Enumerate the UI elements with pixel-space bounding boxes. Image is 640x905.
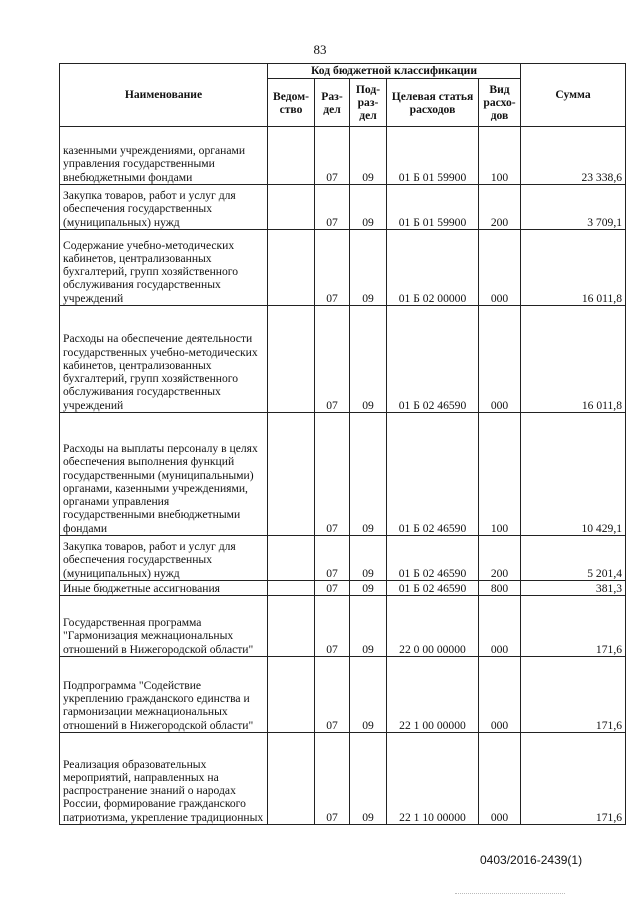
cell-section: 07 [315,733,350,825]
cell-department [268,733,315,825]
column-header-name: Наименование [60,64,268,127]
cell-name: казенными учреждениями, органами управления государственными внебюджетными фондами [60,127,268,185]
cell-expense-type: 200 [479,536,521,581]
cell-subsection: 09 [350,657,387,733]
cell-subsection: 09 [350,306,387,413]
table-row [60,733,626,825]
cell-expense-type: 100 [479,127,521,185]
cell-sum: 10 429,1 [521,413,626,536]
cell-name: Содержание учебно-методических кабинетов, централизованных бухгалтерий, групп хозяйственного обслуживания государственных учреждений [60,230,268,306]
cell-subsection: 09 [350,596,387,657]
column-header-expense-type: Вид расхо-дов [479,79,521,127]
cell-target-item: 01 Б 02 46590 [387,536,479,581]
cell-department [268,127,315,185]
cell-section: 07 [315,596,350,657]
table-row [60,127,626,185]
cell-target-item: 01 Б 01 59900 [387,185,479,230]
cell-expense-type: 000 [479,230,521,306]
cell-department [268,581,315,596]
table-row [60,536,626,581]
cell-sum: 3 709,1 [521,185,626,230]
table-row [60,230,626,306]
column-header-target-item: Целевая статья расходов [387,79,479,127]
cell-expense-type: 200 [479,185,521,230]
cell-sum: 16 011,8 [521,230,626,306]
cell-subsection: 09 [350,413,387,536]
table-row [60,306,626,413]
budget-table [59,63,626,825]
cell-department [268,536,315,581]
cell-section: 07 [315,581,350,596]
column-header-section: Раз-дел [315,79,350,127]
table-row [60,413,626,536]
cell-expense-type: 000 [479,596,521,657]
cell-sum: 171,6 [521,596,626,657]
cell-sum: 16 011,8 [521,306,626,413]
cell-section: 07 [315,185,350,230]
cell-department [268,657,315,733]
cell-section: 07 [315,127,350,185]
cell-subsection: 09 [350,536,387,581]
cell-name: Расходы на обеспечение деятельности государственных учебно-методических кабинетов, централизованных бухгалтерий, групп хозяйственного обслуживания государственных учреждений [60,306,268,413]
cell-subsection: 09 [350,230,387,306]
cell-section: 07 [315,536,350,581]
cell-name: Подпрограмма "Содействие укреплению гражданского единства и гармонизации межнациональных отношений в Нижегородской области" [60,657,268,733]
cell-section: 07 [315,230,350,306]
column-header-department: Ведом-ство [268,79,315,127]
cell-target-item: 22 0 00 00000 [387,596,479,657]
cell-name: Расходы на выплаты персоналу в целях обеспечения выполнения функций государственными (муниципальными) органами, казенными учреждениями, органами управления государственными внебюджетными фондами [60,413,268,536]
column-header-subsection: Под-раз-дел [350,79,387,127]
cell-sum: 23 338,6 [521,127,626,185]
cell-section: 07 [315,306,350,413]
column-group-header-classification: Код бюджетной классификации [268,64,521,79]
cell-section: 07 [315,413,350,536]
cell-target-item: 01 Б 01 59900 [387,127,479,185]
table-row [60,596,626,657]
cell-expense-type: 800 [479,581,521,596]
cell-department [268,306,315,413]
cell-expense-type: 000 [479,657,521,733]
cell-target-item: 01 Б 02 46590 [387,306,479,413]
cell-sum: 5 201,4 [521,536,626,581]
document-code: 0403/2016-2439(1) [480,853,583,867]
cell-target-item: 22 1 00 00000 [387,657,479,733]
scan-artifact-line [455,893,565,899]
cell-expense-type: 000 [479,733,521,825]
table-row [60,657,626,733]
cell-department [268,185,315,230]
cell-sum: 171,6 [521,733,626,825]
cell-target-item: 01 Б 02 46590 [387,413,479,536]
cell-subsection: 09 [350,185,387,230]
cell-subsection: 09 [350,581,387,596]
cell-name: Государственная программа "Гармонизация межнациональных отношений в Нижегородской области" [60,596,268,657]
cell-sum: 381,3 [521,581,626,596]
cell-target-item: 22 1 10 00000 [387,733,479,825]
cell-name: Закупка товаров, работ и услуг для обеспечения государственных (муниципальных) нужд [60,536,268,581]
cell-department [268,413,315,536]
cell-sum: 171,6 [521,657,626,733]
page-number: 83 [313,42,327,57]
cell-target-item: 01 Б 02 46590 [387,581,479,596]
cell-section: 07 [315,657,350,733]
cell-name: Иные бюджетные ассигнования [60,581,268,596]
cell-name: Реализация образовательных мероприятий, направленных на распространение знаний о народах России, формирование гражданского патриотизма, укрепление традиционных [60,733,268,825]
cell-name: Закупка товаров, работ и услуг для обеспечения государственных (муниципальных) нужд [60,185,268,230]
column-header-sum: Сумма [521,64,626,127]
table-row [60,581,626,596]
table-row [60,185,626,230]
cell-subsection: 09 [350,127,387,185]
cell-department [268,596,315,657]
cell-subsection: 09 [350,733,387,825]
cell-expense-type: 100 [479,413,521,536]
cell-department [268,230,315,306]
cell-expense-type: 000 [479,306,521,413]
cell-target-item: 01 Б 02 00000 [387,230,479,306]
